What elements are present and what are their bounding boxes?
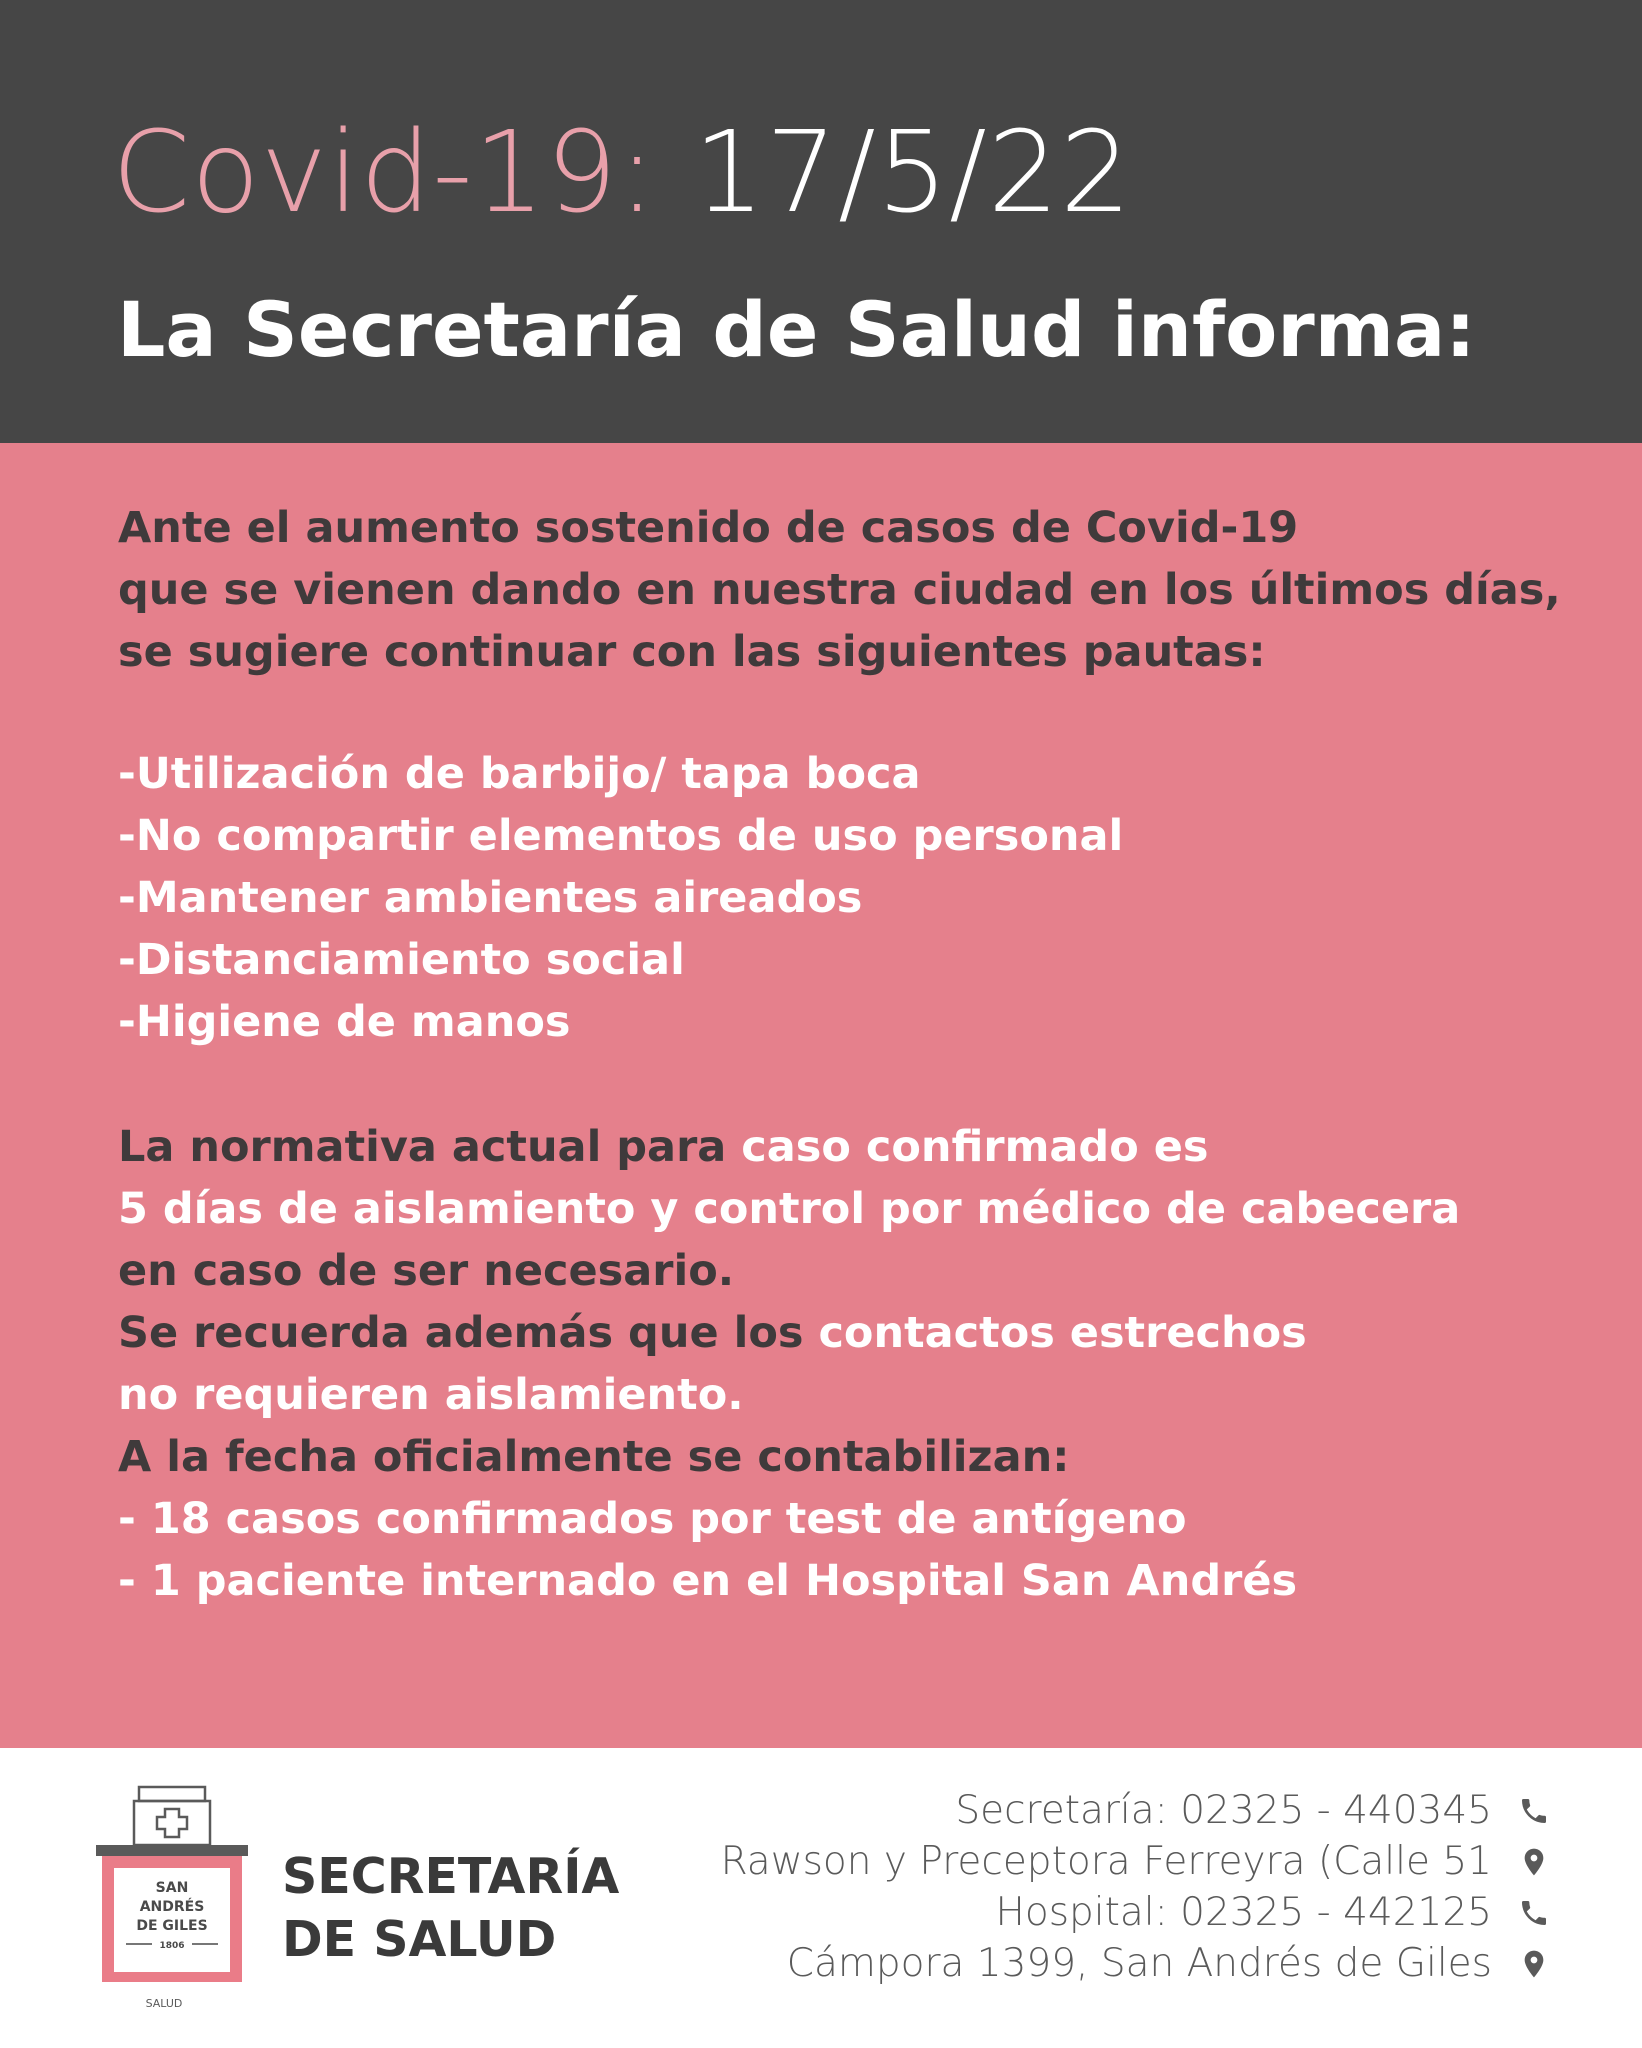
intro-line: Ante el aumento sostenido de casos de Covid-19 [118,503,1299,553]
intro-line: que se vienen dando en nuestra ciudad en los últimos días, [118,565,1561,615]
guideline-item: -Distanciamiento social [118,935,685,985]
contact-text: Cámpora 1399, San Andrés de Giles [786,1941,1492,1986]
normativa-highlight: caso confirmado es [741,1122,1209,1172]
guideline-item: -Utilización de barbijo/ tapa boca [118,749,921,799]
normativa-line-2: 5 días de aislamiento y control por médico de cabecera [118,1184,1461,1234]
logo-line-3: DE GILES [136,1918,208,1934]
department-name-line-2: DE SALUD [282,1911,557,1968]
intro-paragraph [118,497,1561,683]
title-date: 17/5/22 [693,108,1133,238]
logo-caption: SALUD [145,1997,183,2010]
contact-hospital-phone [721,1887,1492,1938]
stat-item: - 18 casos confirmados por test de antígeno [118,1494,1187,1544]
page-subtitle: La Secretaría de Salud informa: [117,285,1476,374]
contact-secretaria-address [721,1836,1492,1887]
contact-text: Hospital: 02325 - 442125 [995,1890,1492,1935]
normativa-highlight: contactos estrechos [818,1308,1307,1358]
normativa-text: Se recuerda además que los [118,1308,819,1358]
normativa-line-5: no requieren aislamiento. [118,1370,744,1420]
logo-year: 1806 [159,1941,185,1951]
normativa-line-1 [118,1116,1460,1178]
department-name-line-1: SECRETARÍA [282,1848,620,1905]
guideline-item: -Mantener ambientes aireados [118,873,863,923]
normativa-line-3: en caso de ser necesario. [118,1246,735,1296]
phone-icon [1518,1793,1550,1829]
logo-line-2: ANDRÉS [139,1899,205,1915]
normativa-paragraph [118,1116,1460,1612]
page-title [112,108,1132,238]
normativa-line-6: A la fecha oficialmente se contabilizan: [118,1432,1070,1482]
phone-icon [1518,1895,1550,1931]
logo-line-1: SAN [155,1880,189,1896]
normativa-line-4 [118,1302,1460,1364]
location-pin-icon [1518,1946,1550,1982]
contact-hospital-address [721,1938,1492,1989]
guidelines-list [118,743,1123,1053]
location-pin-icon [1518,1844,1550,1880]
normativa-text: La normativa actual para [118,1122,742,1172]
contact-secretaria-phone [721,1785,1492,1836]
contact-list [721,1785,1492,1989]
contact-text: Rawson y Preceptora Ferreyra (Calle 51 [720,1839,1492,1884]
stat-item: - 1 paciente internado en el Hospital San Andrés [118,1556,1298,1606]
header-banner [0,0,1642,443]
municipality-logo [92,1785,252,2015]
department-name [282,1845,619,1971]
guideline-item: -No compartir elementos de uso personal [118,811,1124,861]
title-prefix: Covid-19: [112,108,657,238]
contact-text: Secretaría: 02325 - 440345 [955,1788,1492,1833]
intro-line: se sugiere continuar con las siguientes pautas: [118,627,1266,677]
guideline-item: -Higiene de manos [118,997,571,1047]
